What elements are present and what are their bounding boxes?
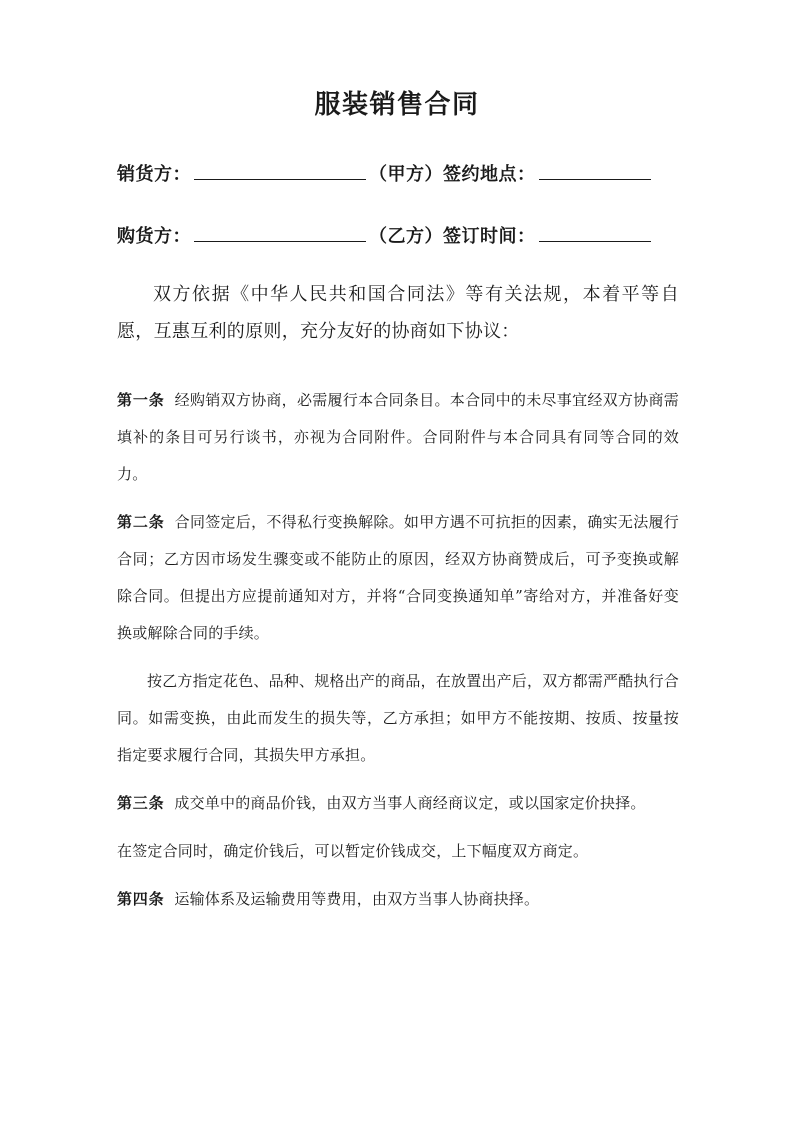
buyer-line bbox=[117, 222, 677, 252]
page-title: 服装销售合同 bbox=[314, 90, 480, 120]
signing-time-label: 签订时间： bbox=[443, 226, 536, 247]
clause-label-2: 第二条 bbox=[117, 513, 165, 531]
clause-item-1 bbox=[117, 382, 679, 493]
clause-text-5: 在签定合同时，确定价钱后，可以暂定价钱成交，上下幅度双方商定。 bbox=[117, 842, 589, 860]
clause-text-1: 经购销双方协商，必需履行本合同条目。本合同中的未尽事宜经双方协商需填补的条目可另行谈书，亦视为合同附件。合同附件与本合同具有同等合同的效力。 bbox=[117, 391, 679, 483]
clause-label-3: 第三条 bbox=[117, 794, 165, 812]
buyer-name-field[interactable] bbox=[194, 223, 366, 242]
clause-label-4: 第四条 bbox=[117, 890, 165, 908]
clause-text-4: 成交单中的商品价钱，由双方当事人商经商议定，或以国家定价抉择。 bbox=[174, 794, 646, 812]
seller-role-label: （甲方） bbox=[369, 164, 443, 185]
party-info-block bbox=[117, 160, 677, 252]
buyer-label: 购货方： bbox=[117, 226, 191, 247]
buyer-role-label: （乙方） bbox=[369, 226, 443, 247]
clause-text-2: 合同签定后，不得私行变换解除。如甲方遇不可抗拒的因素，确实无法履行合同；乙方因市场发生骤变或不能防止的原因，经双方协商赞成后，可予变换或解除合同。但提出方应提前通知对方，并将“合同变换通知单”寄给对方，并准备好变换或解除合同的手续。 bbox=[117, 513, 679, 642]
signing-time-field[interactable] bbox=[539, 223, 651, 242]
seller-label: 销货方： bbox=[117, 164, 191, 185]
clause-text-3: 按乙方指定花色、品种、规格出产的商品，在放置出产后，双方都需严酷执行合同。如需变换，由此而发生的损失等，乙方承担；如甲方不能按期、按质、按量按指定要求履行合同，其损失甲方承担。 bbox=[117, 672, 680, 764]
seller-name-field[interactable] bbox=[194, 161, 366, 180]
signing-place-field[interactable] bbox=[539, 161, 651, 180]
seller-line bbox=[117, 160, 677, 190]
clauses-block bbox=[117, 382, 679, 918]
clause-label-1: 第一条 bbox=[117, 391, 165, 409]
clause-item-6 bbox=[117, 881, 679, 918]
clause-item-4 bbox=[117, 785, 679, 822]
signing-place-label: 签约地点： bbox=[443, 164, 536, 185]
clause-item-5 bbox=[117, 833, 679, 870]
clause-text-6: 运输体系及运输费用等费用，由双方当事人协商抉择。 bbox=[174, 890, 540, 908]
clause-item-3 bbox=[117, 663, 679, 774]
intro-paragraph: 双方依据《中华人民共和国合同法》等有关法规，本着平等自愿，互惠互利的原则，充分友好的协商如下协议： bbox=[117, 284, 679, 342]
clause-item-2 bbox=[117, 504, 679, 652]
